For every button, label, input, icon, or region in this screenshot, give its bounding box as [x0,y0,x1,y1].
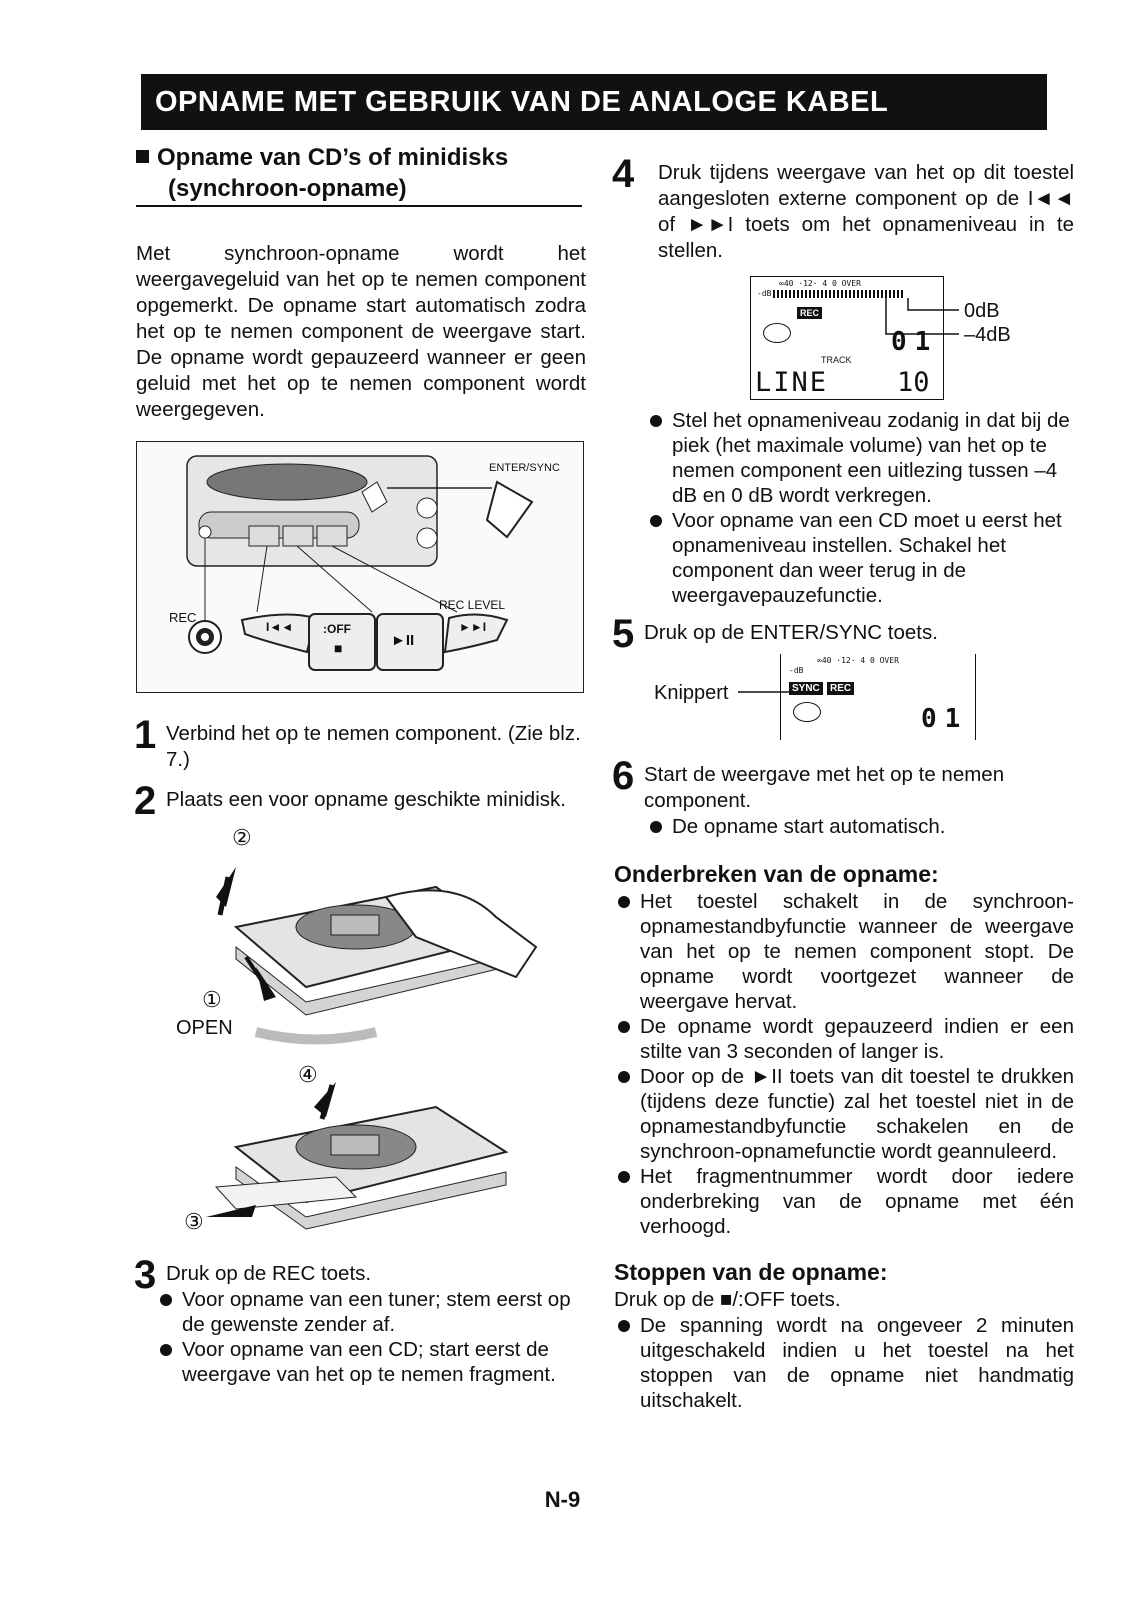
pause-bullets [614,889,1074,1239]
pause-heading: Onderbreken van de opname: [614,861,939,887]
bullet-item: Stel het opnameniveau zodanig in dat bij de piek (het maximale volume) van het op te nemen component een uitlezing tussen –4 dB en 0 dB wordt verkregen. [646,408,1074,508]
step-number: 3 [134,1253,157,1297]
bullet-item: Het toestel schakelt in de synchroon-opnamestandbyfunctie wanneer de weergave van het op te nemen component stopt. De opname wordt voortgezet wanneer de weergave hervat. [614,889,1074,1014]
step-number: 2 [134,779,157,823]
bullet-item: Voor opname van een CD moet u eerst het opnameniveau instellen. Schakel het component dan weer terug in de weergavepauzefunctie. [646,508,1074,608]
bullet-item: Het fragmentnummer wordt door iedere onderbreking van de opname met één verhoogd. [614,1164,1074,1239]
bullet-item: Door op de ►II toets van dit toestel te drukken (tijdens deze functie) zal het toestel niet in de opnamestandbyfunctie schakelen en de synchroon-opnamefunctie wordt geannuleerd. [614,1064,1074,1164]
section-subtitle: (synchroon-opname) [136,173,582,207]
section-title [136,142,586,173]
level-scale: ∞40 ·12· 4 0 OVER [779,279,861,288]
callout-1: ① [202,987,222,1012]
open-label: OPEN [176,1017,233,1039]
device-panel-svg [137,442,583,692]
step-text: Plaats een voor opname geschikte minidisk. [166,788,566,811]
rec-level-label: REC LEVEL [439,598,506,612]
lcd-display-sync [780,654,976,740]
bullet-item: De spanning wordt na ongeveer 2 minuten uitgeschakeld indien u het toestel na het stoppen van de opname niet handmatig uitschakelt. [614,1313,1074,1413]
play-pause-button-icon: ►II [391,632,415,649]
db-label: -dB [757,289,772,298]
step-5 [612,612,1074,656]
step-2 [134,779,586,823]
insert-disk-illustration [136,817,582,1247]
sync-display-figure [614,654,1074,750]
device-panel-illustration [136,441,584,693]
step-text: Druk op de REC toets. [166,1262,372,1285]
step-text: Verbind het op te nemen component. (Zie blz. 7.) [166,722,581,771]
stop-heading: Stoppen van de opname: [614,1259,888,1285]
sync-indicator: SYNC [789,682,823,695]
step-text: Druk op de ENTER/SYNC toets. [644,621,938,644]
callout-2: ② [232,825,252,850]
step-1 [134,713,586,773]
track-number: 01 [891,327,939,357]
knippert-label: Knippert [654,682,729,704]
step-6 [612,754,1074,814]
step-4-bullets [614,408,1074,608]
left-column [136,142,586,1387]
page-number: N-9 [544,1487,581,1512]
stop-button-icon: ■ [334,640,343,656]
next-button-icon: ►►I [459,620,487,634]
step-number: 5 [612,612,635,656]
track-number: 01 [921,704,969,734]
db-label: -dB [789,666,804,675]
step-4 [612,152,1074,264]
callout-3: ③ [184,1209,204,1234]
intro-paragraph: Met synchroon-opname wordt het weergavegeluid van het op te nemen component opgemerkt. De opname start automatisch zodra het op te nemen component de weergave start. De opname wordt gepauzeerd wanneer er geen geluid met het op te nemen component wordt weergegeven. [136,242,586,421]
square-bullet-icon [136,150,149,163]
label-0db: 0dB [964,300,1000,322]
rec-indicator: REC [827,682,854,695]
off-label: :OFF [323,622,351,636]
track-label: TRACK [821,355,852,365]
bullet-item: Voor opname van een tuner; stem eerst op de gewenste zender af. [156,1287,586,1337]
step-3-bullets [136,1287,586,1387]
rec-label: REC [169,610,197,625]
level-display-figure [614,276,1074,408]
step-text: Druk tijdens weergave van het op dit toestel aangesloten externe component op de I◄◄ of ►►I toets om het opnameniveau in te stellen. [658,161,1074,262]
rec-indicator: REC [797,307,822,319]
step-number: 6 [612,754,635,798]
step-3 [134,1253,586,1297]
step-6-bullets [614,814,1074,839]
stop-bullets [614,1313,1074,1413]
right-column [612,152,1074,1413]
step-number: 4 [612,152,635,196]
prev-button-icon: I◄◄ [266,620,294,634]
callout-4: ④ [298,1062,318,1087]
stop-instruction: Druk op de ■/:OFF toets. [614,1288,841,1311]
step-number: 1 [134,713,157,757]
step-text: Start de weergave met het op te nemen component. [644,763,1005,812]
disc-icon [793,702,821,722]
level-readout: 10 [897,367,930,398]
mode-readout: LINE [755,367,829,398]
bullet-item: Voor opname van een CD; start eerst de weergave van het op te nemen fragment. [156,1337,586,1387]
section-title-text: Opname van CD’s of minidisks [157,144,509,171]
level-scale: ∞40 ·12· 4 0 OVER [817,656,899,665]
bullet-item: De opname wordt gepauzeerd indien er een stilte van 3 seconden of langer is. [614,1014,1074,1064]
bullet-item: De opname start automatisch. [646,814,1074,839]
page-banner: OPNAME MET GEBRUIK VAN DE ANALOGE KABEL [141,74,1047,130]
enter-sync-label: ENTER/SYNC [489,462,560,474]
label-minus4db: –4dB [964,324,1011,346]
